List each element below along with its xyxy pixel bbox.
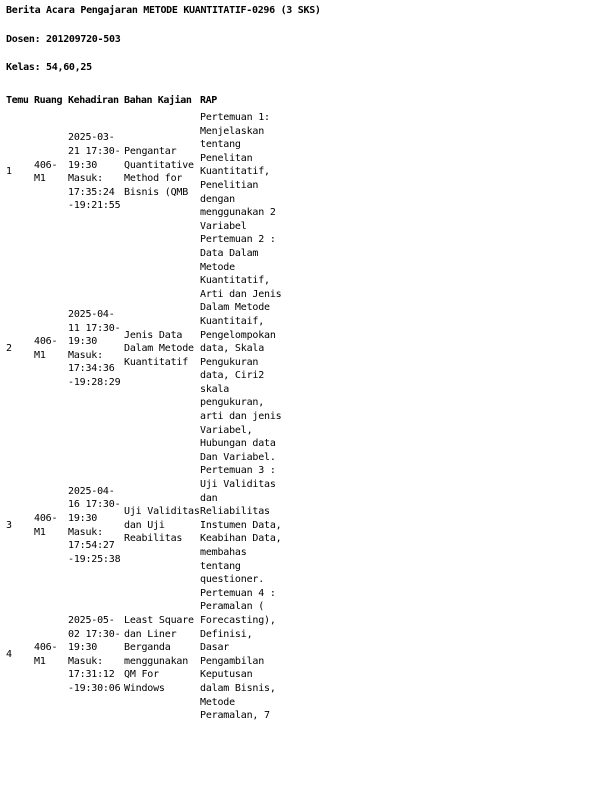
- col-header-bahan-kajian: Bahan Kajian: [124, 95, 192, 107]
- table-header-row: [6, 91, 284, 111]
- class-line: Kelas: 54,60,25: [6, 62, 92, 73]
- cell-rap: Pertemuan 3 : Uji Validitas dan Reliabilitas Instumen Data, Keabihan Data, membahas tentang questioner.: [200, 465, 282, 586]
- col-header-rap: RAP: [200, 95, 217, 107]
- cell-ruang: 406-M1: [34, 642, 58, 667]
- cell-bahan-kajian: Pengantar Quantitative Method for Bisnis (QMB: [124, 145, 194, 198]
- cell-ruang: 406-M1: [34, 159, 58, 185]
- cell-bahan-kajian: Uji Validitas dan Uji Reabilitas: [124, 506, 200, 545]
- col-header-kehadiran: Kehadiran: [68, 95, 119, 107]
- attendance-table: [6, 91, 284, 723]
- cell-temu: 4: [6, 648, 12, 660]
- cell-temu: 1: [6, 166, 12, 178]
- cell-bahan-kajian: Least Square dan Liner Berganda menggunakan QM For Windows: [124, 614, 194, 694]
- cell-kehadiran: 2025-04-11 17:30-19:30 Masuk: 17:34:36 -19:28:29: [68, 309, 121, 389]
- col-header-ruang: Ruang: [34, 95, 63, 107]
- table-row: [6, 233, 284, 464]
- table-row: [6, 111, 284, 233]
- cell-rap: Pertemuan 1: Menjelaskan tentang Penelitan Kuantitatif, Penelitian dengan menggunakan 2 Variabel: [200, 112, 276, 232]
- lecturer-line: Dosen: 201209720-503: [6, 34, 121, 45]
- cell-ruang: 406-M1: [34, 336, 58, 361]
- cell-rap: Pertemuan 2 : Data Dalam Metode Kuantitatif, Arti dan Jenis Dalam Metode Kuantitaif, Pengelompokan data, Skala Pengukuran data, Ciri2 skala pengukuran, arti dan jenis Variabel, Hubungan data Dan Variabel.: [200, 234, 282, 463]
- cell-bahan-kajian: Jenis Data Dalam Metode Kuantitatif: [124, 329, 194, 368]
- cell-ruang: 406-M1: [34, 513, 58, 538]
- cell-kehadiran: 2025-04-16 17:30-19:30 Masuk: 17:54:27 -19:25:38: [68, 485, 121, 565]
- cell-kehadiran: 2025-03-21 17:30-19:30 Masuk: 17:35:24 -19:21:55: [68, 132, 121, 212]
- col-header-temu: Temu: [6, 95, 29, 107]
- cell-kehadiran: 2025-05-02 17:30-19:30 Masuk: 17:31:12 -19:30:06: [68, 614, 121, 694]
- cell-temu: 2: [6, 343, 12, 355]
- report-title: Berita Acara Pengajaran METODE KUANTITATIF-0296 (3 SKS): [6, 5, 321, 16]
- table-row: [6, 587, 284, 723]
- table-row: [6, 464, 284, 586]
- cell-temu: 3: [6, 519, 12, 531]
- cell-rap: Pertemuan 4 : Peramalan ( Forecasting), Definisi, Dasar Pengambilan Keputusan dalam Bisnis, Metode Peramalan, 7: [200, 587, 276, 722]
